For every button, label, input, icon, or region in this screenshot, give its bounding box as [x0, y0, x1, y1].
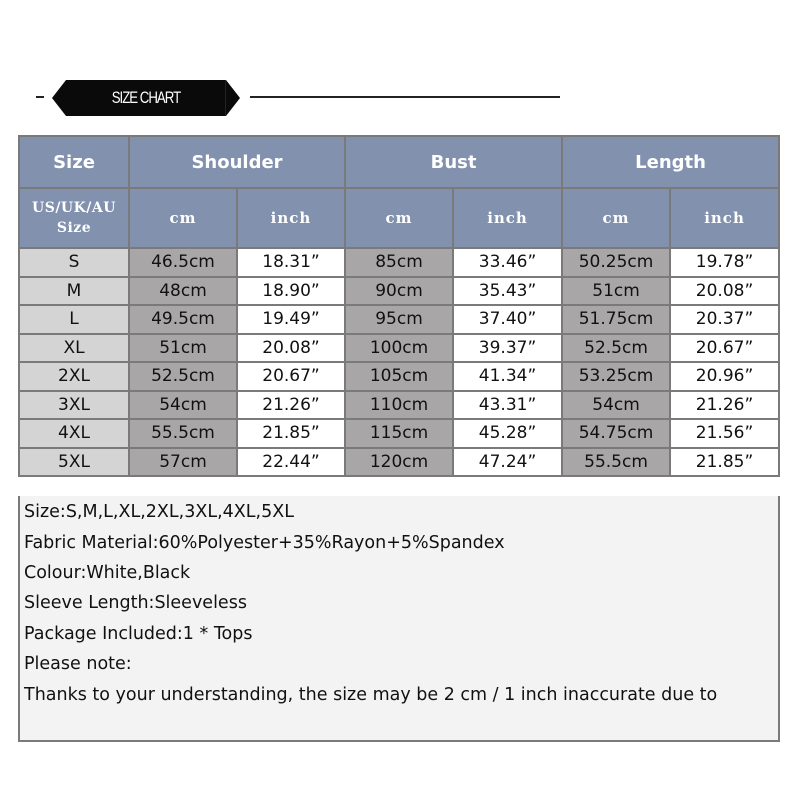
header-row-units — [19, 188, 779, 248]
length-cm-cell: 50.25cm — [562, 248, 670, 277]
product-notes — [18, 496, 780, 742]
banner-left-arrow-shape — [52, 80, 66, 116]
table-row — [19, 419, 779, 448]
bust-cm-cell: 85cm — [345, 248, 453, 277]
length-inch-cell: 19.78” — [670, 248, 779, 277]
size-table — [18, 135, 780, 477]
header-shoulder: Shoulder — [129, 136, 345, 188]
note-colour: Colour:White,Black — [24, 563, 191, 583]
header-unit-shoulder-cm: cm — [129, 188, 237, 248]
table-row — [19, 334, 779, 363]
shoulder-inch-cell: 21.85” — [237, 419, 345, 448]
shoulder-inch-cell: 18.90” — [237, 277, 345, 306]
banner-right-arrow-shape — [226, 80, 240, 116]
banner-rule — [250, 96, 560, 98]
length-inch-cell: 20.96” — [670, 362, 779, 391]
bust-cm-cell: 100cm — [345, 334, 453, 363]
size-cell: L — [19, 305, 129, 334]
length-inch-cell: 20.08” — [670, 277, 779, 306]
table-row — [19, 362, 779, 391]
shoulder-cm-cell: 51cm — [129, 334, 237, 363]
shoulder-inch-cell: 21.26” — [237, 391, 345, 420]
length-inch-cell: 21.85” — [670, 448, 779, 477]
size-cell: XL — [19, 334, 129, 363]
length-cm-cell: 54.75cm — [562, 419, 670, 448]
length-cm-cell: 51cm — [562, 277, 670, 306]
header-size: Size — [19, 136, 129, 188]
shoulder-cm-cell: 46.5cm — [129, 248, 237, 277]
header-row-groups — [19, 136, 779, 188]
size-cell: 3XL — [19, 391, 129, 420]
banner-dash — [36, 96, 44, 98]
bust-cm-cell: 95cm — [345, 305, 453, 334]
length-inch-cell: 20.67” — [670, 334, 779, 363]
note-sleeve: Sleeve Length:Sleeveless — [24, 593, 247, 613]
size-chart-banner — [0, 72, 800, 124]
header-size-system — [19, 188, 129, 248]
header-unit-shoulder-inch: inch — [237, 188, 345, 248]
size-cell: 4XL — [19, 419, 129, 448]
bust-cm-cell: 120cm — [345, 448, 453, 477]
note-please: Please note: — [24, 654, 132, 674]
bust-cm-cell: 115cm — [345, 419, 453, 448]
length-inch-cell: 21.26” — [670, 391, 779, 420]
bust-inch-cell: 41.34” — [453, 362, 562, 391]
length-inch-cell: 20.37” — [670, 305, 779, 334]
length-cm-cell: 51.75cm — [562, 305, 670, 334]
size-cell: M — [19, 277, 129, 306]
shoulder-inch-cell: 20.67” — [237, 362, 345, 391]
header-size-system-line1: US/UK/AU — [32, 200, 116, 216]
bust-inch-cell: 43.31” — [453, 391, 562, 420]
header-unit-bust-cm: cm — [345, 188, 453, 248]
length-cm-cell: 54cm — [562, 391, 670, 420]
bust-inch-cell: 37.40” — [453, 305, 562, 334]
table-row — [19, 305, 779, 334]
banner-title: SIZE CHART — [66, 80, 226, 116]
table-row — [19, 277, 779, 306]
bust-inch-cell: 47.24” — [453, 448, 562, 477]
header-size-system-line2: Size — [56, 220, 92, 236]
table-row — [19, 248, 779, 277]
table-row — [19, 391, 779, 420]
shoulder-inch-cell: 22.44” — [237, 448, 345, 477]
note-package: Package Included:1 * Tops — [24, 624, 253, 644]
shoulder-inch-cell: 19.49” — [237, 305, 345, 334]
note-accuracy: Thanks to your understanding, the size may be 2 cm / 1 inch inaccurate due to — [24, 685, 718, 705]
header-unit-bust-inch: inch — [453, 188, 562, 248]
shoulder-cm-cell: 48cm — [129, 277, 237, 306]
shoulder-cm-cell: 55.5cm — [129, 419, 237, 448]
header-unit-length-inch: inch — [670, 188, 779, 248]
shoulder-inch-cell: 20.08” — [237, 334, 345, 363]
size-cell: 5XL — [19, 448, 129, 477]
shoulder-cm-cell: 49.5cm — [129, 305, 237, 334]
header-bust: Bust — [345, 136, 562, 188]
bust-inch-cell: 35.43” — [453, 277, 562, 306]
table-row — [19, 448, 779, 477]
bust-inch-cell: 45.28” — [453, 419, 562, 448]
bust-inch-cell: 39.37” — [453, 334, 562, 363]
length-cm-cell: 55.5cm — [562, 448, 670, 477]
bust-cm-cell: 90cm — [345, 277, 453, 306]
header-unit-length-cm: cm — [562, 188, 670, 248]
header-length: Length — [562, 136, 779, 188]
size-cell: 2XL — [19, 362, 129, 391]
bust-cm-cell: 110cm — [345, 391, 453, 420]
length-inch-cell: 21.56” — [670, 419, 779, 448]
shoulder-cm-cell: 57cm — [129, 448, 237, 477]
bust-inch-cell: 33.46” — [453, 248, 562, 277]
shoulder-cm-cell: 54cm — [129, 391, 237, 420]
note-fabric: Fabric Material:60%Polyester+35%Rayon+5%Spandex — [24, 533, 505, 553]
size-chart — [18, 135, 780, 477]
size-cell: S — [19, 248, 129, 277]
note-sizes: Size:S,M,L,XL,2XL,3XL,4XL,5XL — [24, 502, 294, 522]
length-cm-cell: 53.25cm — [562, 362, 670, 391]
length-cm-cell: 52.5cm — [562, 334, 670, 363]
shoulder-cm-cell: 52.5cm — [129, 362, 237, 391]
bust-cm-cell: 105cm — [345, 362, 453, 391]
shoulder-inch-cell: 18.31” — [237, 248, 345, 277]
